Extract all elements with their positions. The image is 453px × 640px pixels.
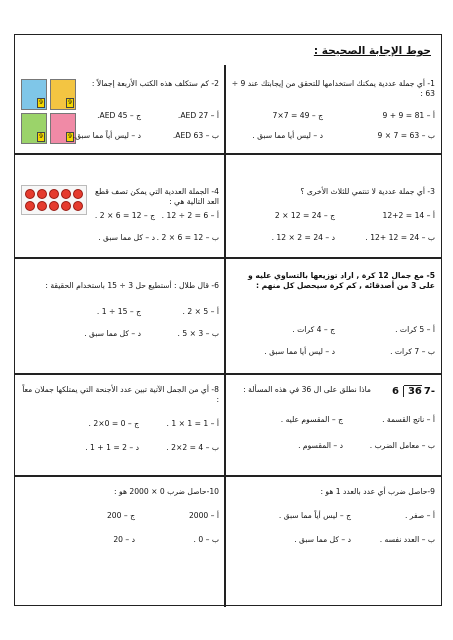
- question-7: [230, 385, 435, 471]
- counter-icon: [37, 201, 47, 211]
- column-divider: [224, 475, 226, 607]
- question-text: حاصل ضرب 0 × 2000 هو :: [114, 487, 207, 496]
- option-a[interactable]: أ – 27 AED.: [177, 111, 219, 120]
- option-c[interactable]: ج – 49 = 7×7: [272, 111, 323, 120]
- question-text: كم ستكلف هذه الكتب الأربعة إجمالاً :: [91, 79, 209, 88]
- option-a[interactable]: أ – ناتج القسمة .: [382, 415, 435, 424]
- option-d[interactable]: د – 2 = 1 + 1 .: [85, 443, 139, 452]
- question-text: أي جملة عددية لا تنتمي للثلاث الأخرى ؟: [300, 187, 425, 196]
- option-d[interactable]: د – 20: [113, 535, 135, 544]
- option-d[interactable]: د – ليس أيا مما سبق .: [264, 347, 335, 356]
- question-number: 4-: [211, 187, 219, 196]
- book-icon: [50, 79, 76, 110]
- price-tag: 9: [66, 98, 74, 108]
- counter-icon: [49, 189, 59, 199]
- question-number: 6-: [211, 281, 219, 290]
- option-c[interactable]: ج – 15 ÷ 1 .: [96, 307, 141, 316]
- question-text: حاصل ضرب أي عدد بالعدد 1 هو :: [320, 487, 428, 496]
- price-tag: 9: [37, 98, 45, 108]
- option-a[interactable]: أ – 14 = 2+12: [382, 211, 435, 220]
- book-icon: [21, 79, 47, 110]
- option-b[interactable]: ب – 63 AED.: [172, 131, 219, 140]
- option-c[interactable]: ج – 12 = 6 × 2 .: [94, 211, 155, 220]
- division-problem: [392, 385, 435, 399]
- option-b[interactable]: ب – 63 = 7 × 9: [377, 131, 435, 140]
- option-d[interactable]: د – ليس أياً مما سبق.: [72, 131, 141, 140]
- option-b[interactable]: ب – 12 = 6 × 2 .: [156, 233, 219, 242]
- option-b[interactable]: ب – 0 .: [193, 535, 219, 544]
- column-divider: [224, 65, 226, 475]
- question-4: [21, 187, 219, 253]
- question-2: [21, 79, 219, 151]
- counter-icon: [25, 189, 35, 199]
- counters-image: [21, 185, 87, 215]
- counter-icon: [37, 189, 47, 199]
- question-number: 7-: [423, 386, 435, 397]
- question-1: [230, 79, 435, 151]
- question-number: 5-: [426, 271, 435, 280]
- price-tag: 9: [37, 132, 45, 142]
- option-d[interactable]: د – كل مما سبق .: [84, 329, 141, 338]
- question-10: [21, 487, 219, 597]
- question-8: [21, 385, 219, 471]
- option-b[interactable]: ب – 4 = 2×2 .: [166, 443, 219, 452]
- option-c[interactable]: ج – 200: [106, 511, 135, 520]
- question-number: 8-: [211, 385, 219, 394]
- question-text: أي جملة عددية يمكنك استخدامها للتحقق من إيجابتك عند 9 ÷ 63 :: [231, 79, 435, 99]
- option-c[interactable]: ج – ليس أياً مما سبق .: [278, 511, 351, 520]
- question-number: 10-: [206, 487, 219, 496]
- question-number: 2-: [211, 79, 219, 88]
- row-divider: [15, 153, 441, 155]
- row-divider: [15, 257, 441, 259]
- counter-icon: [73, 189, 83, 199]
- option-d[interactable]: د – كل مما سبق .: [98, 233, 155, 242]
- question-text: الجملة العددية التي يمكن تصف قطع العد التالية هي :: [94, 187, 219, 207]
- option-d[interactable]: د – 24 = 2 × 12 .: [271, 233, 335, 242]
- option-a[interactable]: أ – 1 = 1 × 1 .: [166, 419, 219, 428]
- option-c[interactable]: ج – 24 = 12 × 2: [274, 211, 335, 220]
- counter-icon: [73, 201, 83, 211]
- option-b[interactable]: ب – 3 × 5 .: [177, 329, 219, 338]
- option-c[interactable]: ج – 4 كرات .: [292, 325, 335, 334]
- question-number: 1-: [427, 79, 435, 88]
- option-a[interactable]: أ – صفر .: [404, 511, 435, 520]
- option-a[interactable]: أ – 2000: [188, 511, 219, 520]
- option-a[interactable]: أ – 5 × 2 .: [182, 307, 219, 316]
- question-6: [21, 281, 219, 369]
- question-text: قال طلال : أستطيع حل 3 ÷ 15 باستخدام الحقيقة :: [45, 281, 209, 290]
- counter-icon: [61, 201, 71, 211]
- option-d[interactable]: د – ليس أيا مما سبق .: [252, 131, 323, 140]
- row-divider: [15, 373, 441, 375]
- question-3: [230, 187, 435, 253]
- option-c[interactable]: ج – 45 AED.: [97, 111, 141, 120]
- option-b[interactable]: ب – 7 كرات .: [390, 347, 435, 356]
- worksheet-title: حوط الإجابة الصحيحة :: [313, 45, 431, 57]
- option-d[interactable]: د – المقسوم .: [298, 441, 343, 450]
- question-9: [230, 487, 435, 597]
- book-icon: [21, 113, 47, 144]
- question-text: أي من الجمل الآتية تبين عدد الأجنحة التي يمتلكها جملان معاً :: [22, 385, 219, 405]
- option-c[interactable]: ج – 0 = 0×2 .: [88, 419, 139, 428]
- option-c[interactable]: ج – المقسوم عليه .: [280, 415, 343, 424]
- option-b[interactable]: ب – معامل الضرب .: [369, 441, 435, 450]
- price-tag: 9: [66, 132, 74, 142]
- option-a[interactable]: أ – 5 كرات .: [395, 325, 435, 334]
- option-b[interactable]: ب – العدد نفسه .: [379, 535, 435, 544]
- question-number: 9-: [427, 487, 435, 496]
- row-divider: [15, 475, 441, 477]
- worksheet-frame: [14, 34, 442, 606]
- question-5: [230, 271, 435, 369]
- option-a[interactable]: أ – 81 = 9 + 9: [382, 111, 435, 120]
- option-d[interactable]: د – كل مما سبق .: [294, 535, 351, 544]
- dividend: 36: [404, 385, 422, 397]
- question-text: مع جمال 12 كرة , اراد توزيعها بالتساوي عليه و على 3 من أصدقائه , كم كرة سيحصل كل منهم :: [248, 271, 435, 291]
- divisor: 6: [392, 386, 404, 397]
- question-number: 3-: [427, 187, 435, 196]
- question-text: ماذا نطلق على ال 36 في هذه المسألة :: [243, 385, 371, 394]
- counter-icon: [61, 189, 71, 199]
- counter-icon: [49, 201, 59, 211]
- books-image: [21, 79, 76, 144]
- option-b[interactable]: ب – 24 = 12 +12 .: [365, 233, 435, 242]
- option-a[interactable]: أ – 6 = 2 ÷ 12 .: [161, 211, 219, 220]
- counter-icon: [25, 201, 35, 211]
